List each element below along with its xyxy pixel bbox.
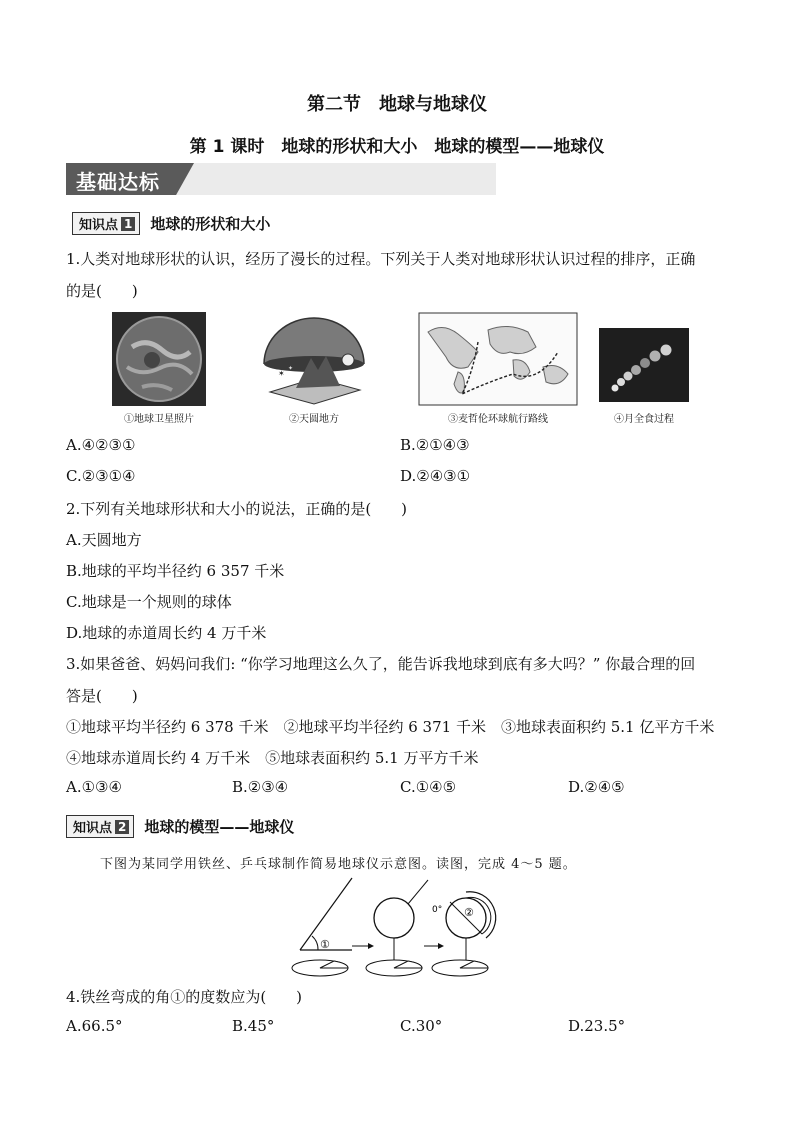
lesson-subtitle: 第 1 课时 地球的形状和大小 地球的模型——地球仪 (189, 137, 605, 157)
q1-option-b[interactable]: B.②①④③ (400, 436, 470, 454)
knowledge-point-title: 地球的形状和大小 (150, 215, 271, 233)
q1-caption-2: ②天圆地方 (289, 414, 339, 425)
q1-stem-line2: 的是( ) (66, 282, 138, 300)
q3-stem-line2: 答是( ) (66, 687, 138, 705)
q1-caption-1: ①地球卫星照片 (124, 414, 194, 425)
q2-option-a[interactable]: A.天圆地方 (66, 531, 142, 549)
knowledge-point-badge (66, 815, 134, 838)
q2-option-b[interactable]: B.地球的平均半径约 6 357 千米 (66, 562, 285, 580)
q4-option-b[interactable]: B.45° (232, 1017, 275, 1035)
figure-intro: 下图为某同学用铁丝、乒乓球制作简易地球仪示意图。读图，完成 4～5 题。 (100, 857, 577, 872)
q2-option-d[interactable]: D.地球的赤道周长约 4 万千米 (66, 624, 267, 642)
knowledge-point-label: 知识点 (73, 821, 113, 836)
q2-stem: 2.下列有关地球形状和大小的说法，正确的是( ) (66, 500, 408, 518)
q3-stem-line1: 3.如果爸爸、妈妈问我们: “你学习地理这么久了，能告诉我地球到底有多大吗？” 你最合理的回 (66, 655, 696, 673)
q3-option-b[interactable]: B.②③④ (232, 778, 289, 796)
globe-making-figure (290, 876, 500, 980)
q1-option-a[interactable]: A.④②③① (66, 436, 136, 454)
q1-option-c[interactable]: C.②③①④ (66, 467, 136, 485)
q2-option-c[interactable]: C.地球是一个规则的球体 (66, 593, 232, 611)
banner-label: 基础达标 (76, 170, 160, 194)
knowledge-point-1 (72, 212, 270, 235)
knowledge-point-label: 知识点 (79, 218, 119, 233)
knowledge-point-badge (72, 212, 140, 235)
q4-stem: 4.铁丝弯成的角①的度数应为( ) (66, 988, 303, 1006)
heaven-round-earth-square-image (256, 312, 372, 406)
knowledge-point-number: 2 (115, 820, 129, 834)
q4-option-c[interactable]: C.30° (400, 1017, 443, 1035)
zero-degree-label: 0° (432, 905, 443, 915)
q1-caption-4: ④月全食过程 (614, 414, 674, 425)
svg-text:✶: ✶ (278, 369, 285, 378)
q4-option-d[interactable]: D.23.5° (568, 1017, 626, 1035)
q1-stem-line1: 1.人类对地球形状的认识，经历了漫长的过程。下列关于人类对地球形状认识过程的排序，正确 (66, 250, 696, 268)
q3-option-c[interactable]: C.①④⑤ (400, 778, 457, 796)
q1-caption-3: ③麦哲伦环球航行路线 (448, 414, 548, 425)
page-title: 第二节 地球与地球仪 (307, 94, 487, 115)
knowledge-point-number: 1 (121, 217, 135, 231)
q3-items-line1: ①地球平均半径约 6 378 千米 ②地球平均半径约 6 371 千米 ③地球表面积约 5.1 亿平方千米 (66, 718, 715, 736)
q4-option-a[interactable]: A.66.5° (66, 1017, 123, 1035)
q3-option-a[interactable]: A.①③④ (66, 778, 122, 796)
knowledge-point-title: 地球的模型——地球仪 (144, 818, 295, 836)
satellite-earth-image (112, 312, 206, 406)
angle-2-label: ② (464, 906, 474, 919)
q3-items-line2: ④地球赤道周长约 4 万千米 ⑤地球表面积约 5.1 万平方千米 (66, 749, 479, 767)
q3-option-d[interactable]: D.②④⑤ (568, 778, 625, 796)
section-banner (66, 163, 496, 195)
q1-option-d[interactable]: D.②④③① (400, 467, 471, 485)
lunar-eclipse-image (599, 328, 689, 402)
knowledge-point-2 (66, 815, 294, 838)
angle-1-label: ① (320, 938, 330, 951)
magellan-route-map-image (418, 312, 578, 406)
svg-text:✦: ✦ (288, 365, 294, 372)
